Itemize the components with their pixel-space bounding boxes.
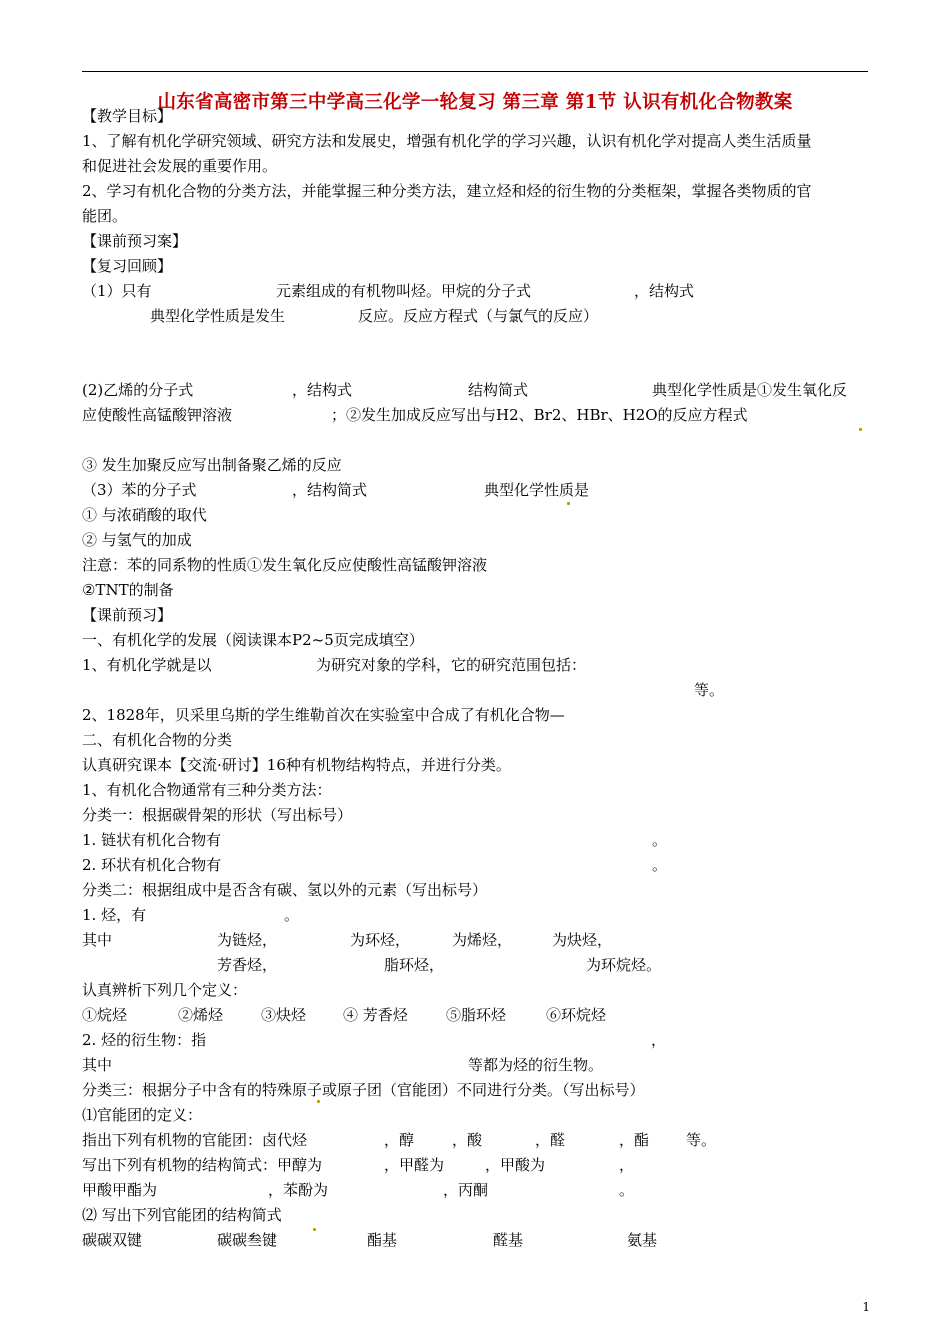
text-line: （3）苯的分子式 xyxy=(82,481,197,499)
text-line: 【复习回顾】 xyxy=(82,257,173,275)
text-line: ⑥环烷烃 xyxy=(546,1006,607,1024)
text-line: ；②发生加成反应写出与H2、Br2、HBr、H2O的反应方程式 xyxy=(331,406,748,424)
text-line: 元素组成的有机物叫烃。甲烷的分子式 xyxy=(276,282,532,300)
text-line: 。 xyxy=(619,1181,635,1199)
text-line: 甲酸甲酯为 xyxy=(82,1181,158,1199)
text-line: ⑴官能团的定义： xyxy=(82,1106,203,1124)
text-line: 【教学目标】 xyxy=(82,107,173,125)
text-line: ，甲酸为 xyxy=(485,1156,546,1174)
text-line: 1. 链状有机化合物有 xyxy=(82,831,222,849)
text-line: ，丙酮 xyxy=(443,1181,489,1199)
text-line: ，结构式 xyxy=(634,282,695,300)
text-line: 【课前预习】 xyxy=(82,606,173,624)
text-line: 芳香烃， xyxy=(217,956,278,974)
text-line: 分类二：根据组成中是否含有碳、氢以外的元素（写出标号） xyxy=(82,881,488,899)
text-line: 为链烃， xyxy=(217,931,278,949)
text-line: ②烯烃 xyxy=(178,1006,224,1024)
text-line: ② 与氢气的加成 xyxy=(82,531,192,549)
text-line: 认真辨析下列几个定义： xyxy=(82,981,248,999)
text-line: 典型化学性质是发生 xyxy=(150,307,286,325)
text-line: ，结构简式 xyxy=(292,481,368,499)
text-line: ②TNT的制备 xyxy=(82,581,174,599)
text-line: ① 与浓硝酸的取代 xyxy=(82,506,207,524)
page-number: 1 xyxy=(862,1300,870,1314)
text-line: ⑵ 写出下列官能团的结构简式 xyxy=(82,1206,282,1224)
text-line: 。 xyxy=(652,856,668,874)
text-line: 分类一：根据碳骨架的形状（写出标号） xyxy=(82,806,353,824)
text-line: 认真研究课本【交流·研讨】16种有机物结构特点，并进行分类。 xyxy=(82,756,511,774)
text-line: ， xyxy=(651,1031,667,1049)
header-rule xyxy=(82,71,868,72)
text-line: ，酸 xyxy=(452,1131,483,1149)
text-line: ，甲醛为 xyxy=(384,1156,445,1174)
text-line: ，醇 xyxy=(384,1131,415,1149)
text-line: 1、了解有机化学研究领域、研究方法和发展史，增强有机化学的学习兴趣，认识有机化学对提高人类生活质量 xyxy=(82,132,812,150)
text-line: 等。 xyxy=(694,681,725,699)
text-line: ③炔烃 xyxy=(261,1006,307,1024)
text-line: 等都为烃的衍生物。 xyxy=(468,1056,604,1074)
text-line: 注意：苯的同系物的性质①发生氧化反应使酸性高锰酸钾溶液 xyxy=(82,556,488,574)
text-line: 指出下列有机物的官能团：卤代烃 xyxy=(82,1131,308,1149)
text-line: (2)乙烯的分子式 xyxy=(82,381,194,399)
text-line: ①烷烃 xyxy=(82,1006,128,1024)
text-line: ④ 芳香烃 xyxy=(343,1006,408,1024)
text-line: 醛基 xyxy=(493,1231,524,1249)
text-line: 为研究对象的学科，它的研究范围包括： xyxy=(316,656,587,674)
text-line: ，苯酚为 xyxy=(268,1181,329,1199)
text-line: 等。 xyxy=(686,1131,717,1149)
text-line: 和促进社会发展的重要作用。 xyxy=(82,157,278,175)
text-line: 反应。反应方程式（与氯气的反应） xyxy=(358,307,599,325)
text-line: 【课前预习案】 xyxy=(82,232,188,250)
text-line: 氨基 xyxy=(627,1231,658,1249)
document-title: 山东省高密市第三中学高三化学一轮复习 第三章 第1节 认识有机化合物教案 xyxy=(157,92,793,113)
text-line: 应使酸性高锰酸钾溶液 xyxy=(82,406,233,424)
text-line: ，结构式 xyxy=(292,381,353,399)
text-line: 酯基 xyxy=(367,1231,398,1249)
text-line: 2. 环状有机化合物有 xyxy=(82,856,222,874)
stray-mark xyxy=(859,428,862,431)
text-line: 1、有机化合物通常有三种分类方法： xyxy=(82,781,332,799)
text-line: 分类三：根据分子中含有的特殊原子或原子团（官能团）不同进行分类。（写出标号） xyxy=(82,1081,645,1099)
text-line: 能团。 xyxy=(82,207,128,225)
text-line: 2、1828年，贝采里乌斯的学生维勒首次在实验室中合成了有机化合物— xyxy=(82,706,565,724)
text-line: ，醛 xyxy=(535,1131,566,1149)
text-line: 结构简式 xyxy=(468,381,529,399)
text-line: 2. 烃的衍生物：指 xyxy=(82,1031,207,1049)
text-line: ③ 发生加聚反应写出制备聚乙烯的反应 xyxy=(82,456,342,474)
stray-mark xyxy=(317,1100,320,1103)
text-line: 为环烃， xyxy=(350,931,411,949)
text-line: 碳碳叁键 xyxy=(217,1231,278,1249)
text-line: 为烯烃， xyxy=(452,931,513,949)
text-line: 1、有机化学就是以 xyxy=(82,656,212,674)
text-line: 为炔烃， xyxy=(552,931,613,949)
text-line: 。 xyxy=(652,831,668,849)
text-line: ， xyxy=(619,1156,635,1174)
text-line: 其中 xyxy=(82,931,113,949)
text-line: 典型化学性质是 xyxy=(484,481,590,499)
text-line: 其中 xyxy=(82,1056,113,1074)
text-line: 一、有机化学的发展（阅读课本P2~5页完成填空） xyxy=(82,631,424,649)
text-line: 典型化学性质是①发生氧化反 xyxy=(652,381,848,399)
text-line: 二、有机化合物的分类 xyxy=(82,731,233,749)
text-line: 1. 烃，有 xyxy=(82,906,147,924)
text-line: ，酯 xyxy=(619,1131,650,1149)
text-line: 。 xyxy=(284,906,300,924)
stray-mark xyxy=(313,1228,316,1231)
text-line: 为环烷烃。 xyxy=(586,956,662,974)
stray-mark xyxy=(567,502,570,505)
text-line: ⑤脂环烃 xyxy=(446,1006,507,1024)
text-line: 碳碳双键 xyxy=(82,1231,143,1249)
text-line: 写出下列有机物的结构简式：甲醇为 xyxy=(82,1156,323,1174)
text-line: （1）只有 xyxy=(82,282,152,300)
text-line: 2、学习有机化合物的分类方法，并能掌握三种分类方法，建立烃和烃的衍生物的分类框架，掌握各类物质的官 xyxy=(82,182,812,200)
text-line: 脂环烃， xyxy=(384,956,445,974)
